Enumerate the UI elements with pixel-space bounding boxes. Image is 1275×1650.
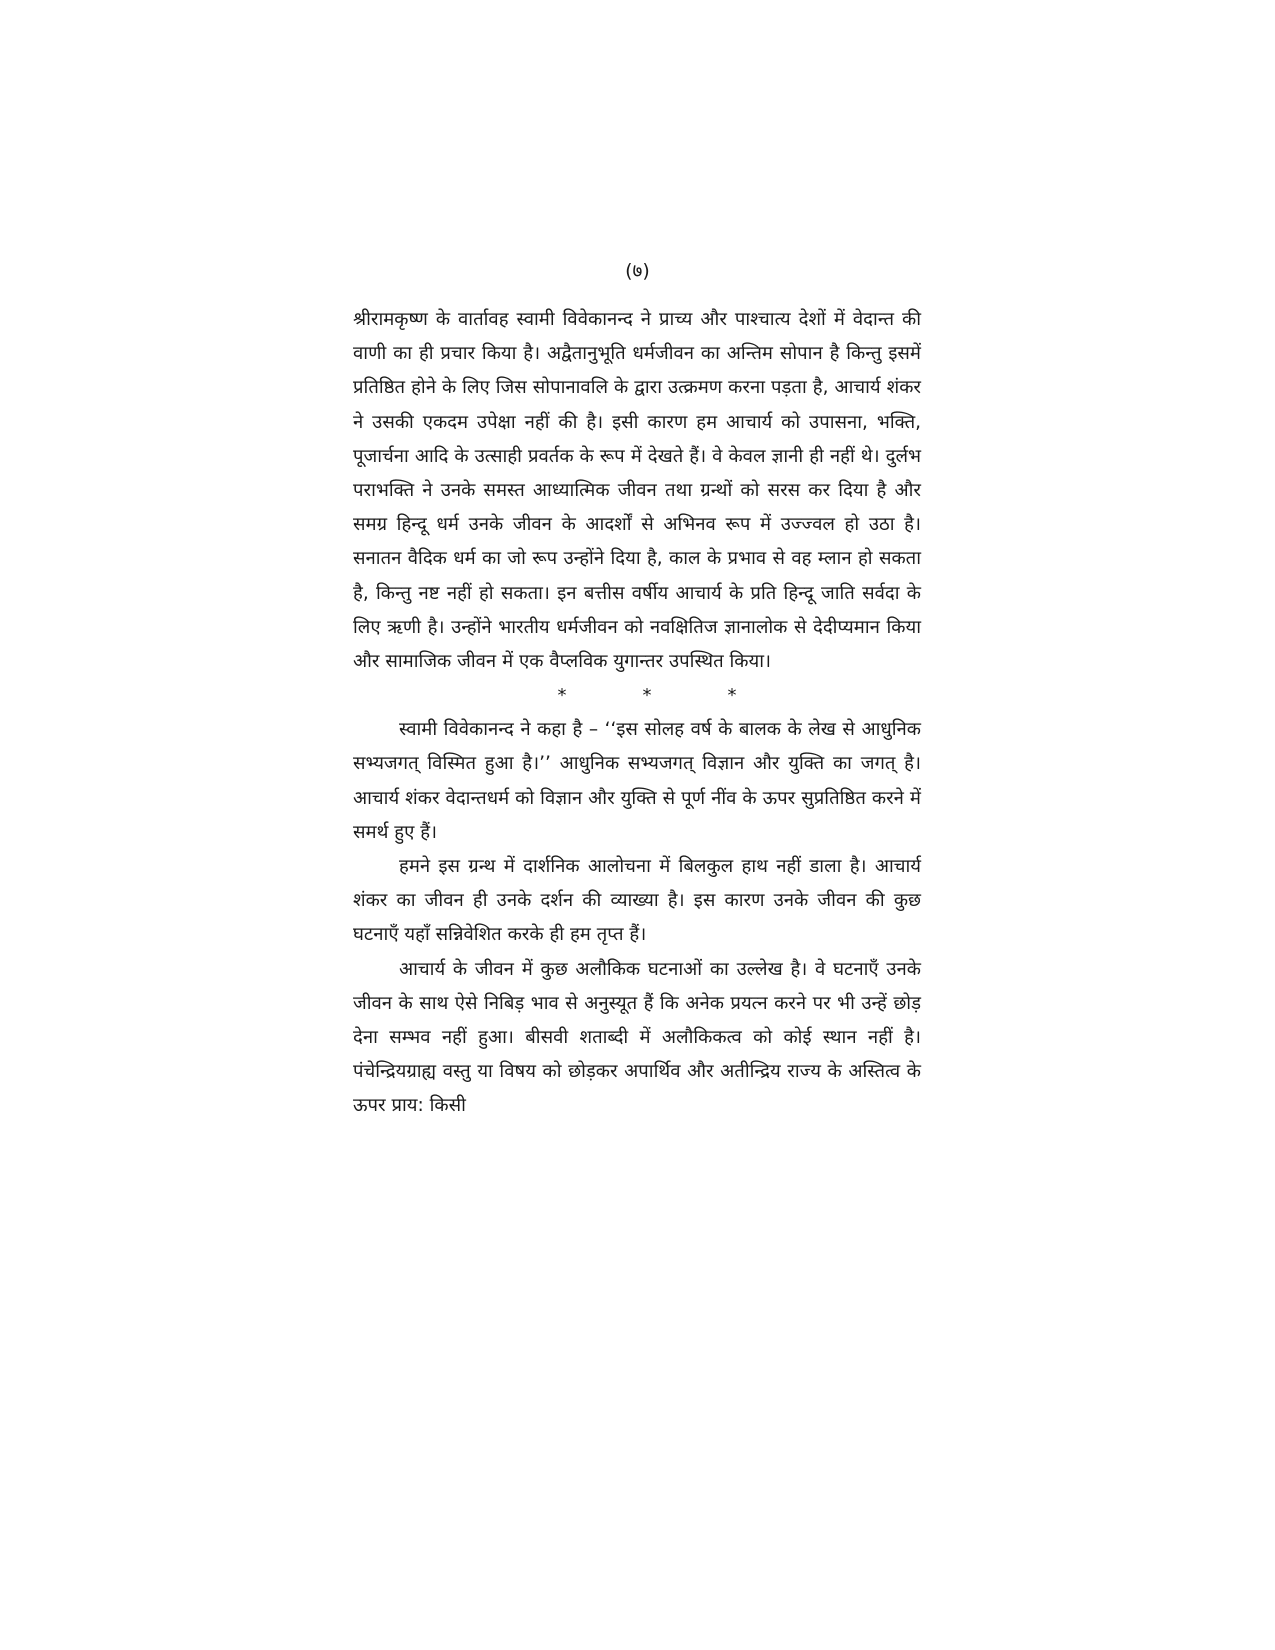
body-text	[353, 303, 921, 1124]
paragraph-4: आचार्य के जीवन में कुछ अलौकिक घटनाओं का उल्लेख है। वे घटनाएँ उनके जीवन के साथ ऐसे निबिड़ भाव से अनुस्यूत हैं कि अनेक प्रयत्न करने पर भी उन्हें छोड़ देना सम्भव नहीं हुआ। बीसवी शताब्दी में अलौकिकत्व को कोई स्थान नहीं है। पंचेन्द्रियग्राह्य वस्तु या विषय को छोड़कर अपार्थिव और अतीन्द्रिय राज्य के अस्तित्व के ऊपर प्राय: किसी	[353, 958, 921, 1117]
paragraph-1: श्रीरामकृष्ण के वार्तावह स्वामी विवेकानन्द ने प्राच्य और पाश्चात्य देशों में वेदान्त की वाणी का ही प्रचार किया है। अद्वैतानुभूति धर्मजीवन का अन्तिम सोपान है किन्तु इसमें प्रतिष्ठित होने के लिए जिस सोपानावलि के द्वारा उत्क्रमण करना पड़ता है, आचार्य शंकर ने उसकी एकदम उपेक्षा नहीं की है। इसी कारण हम आचार्य को उपासना, भक्ति, पूजार्चना आदि के उत्साही प्रवर्तक के रूप में देखते हैं। वे केवल ज्ञानी ही नहीं थे। दुर्लभ पराभक्ति ने उनके समस्त आध्यात्मिक जीवन तथा ग्रन्थों को सरस कर दिया है और समग्र हिन्दू धर्म उनके जीवन के आदर्शों से अभिनव रूप में उज्ज्वल हो उठा है। सनातन वैदिक धर्म का जो रूप उन्होंने दिया है, काल के प्रभाव से वह म्लान हो सकता है, किन्तु नष्ट नहीं हो सकता। इन बत्तीस वर्षीय आचार्य के प्रति हिन्दू जाति सर्वदा के लिए ऋणी है। उन्होंने भारतीय धर्मजीवन को नवक्षितिज ज्ञानालोक से देदीप्यमान किया और सामाजिक जीवन में एक वैप्लविक युगान्तर उपस्थित किया।	[353, 309, 921, 673]
separator-asterisk: *	[557, 685, 567, 707]
separator-asterisk: *	[727, 685, 737, 707]
paragraph-2: स्वामी विवेकानन्द ने कहा है – ‘‘इस सोलह वर्ष के बालक के लेख से आधुनिक सभ्यजगत् विस्मित हुआ है।’’ आधुनिक सभ्यजगत् विज्ञान और युक्ति का जगत् है। आचार्य शंकर वेदान्तधर्म को विज्ञान और युक्ति से पूर्ण नींव के ऊपर सुप्रतिष्ठित करने में समर्थ हुए हैं।	[353, 719, 921, 843]
section-separator	[353, 679, 921, 713]
page-number: (७)	[625, 260, 650, 282]
paragraph-3: हमने इस ग्रन्थ में दार्शनिक आलोचना में बिलकुल हाथ नहीं डाला है। आचार्य शंकर का जीवन ही उनके दर्शन की व्याख्या है। इस कारण उनके जीवन की कुछ घटनाएँ यहाँ सन्निवेशित करके ही हम तृप्त हैं।	[353, 856, 921, 946]
separator-asterisk: *	[642, 685, 652, 707]
